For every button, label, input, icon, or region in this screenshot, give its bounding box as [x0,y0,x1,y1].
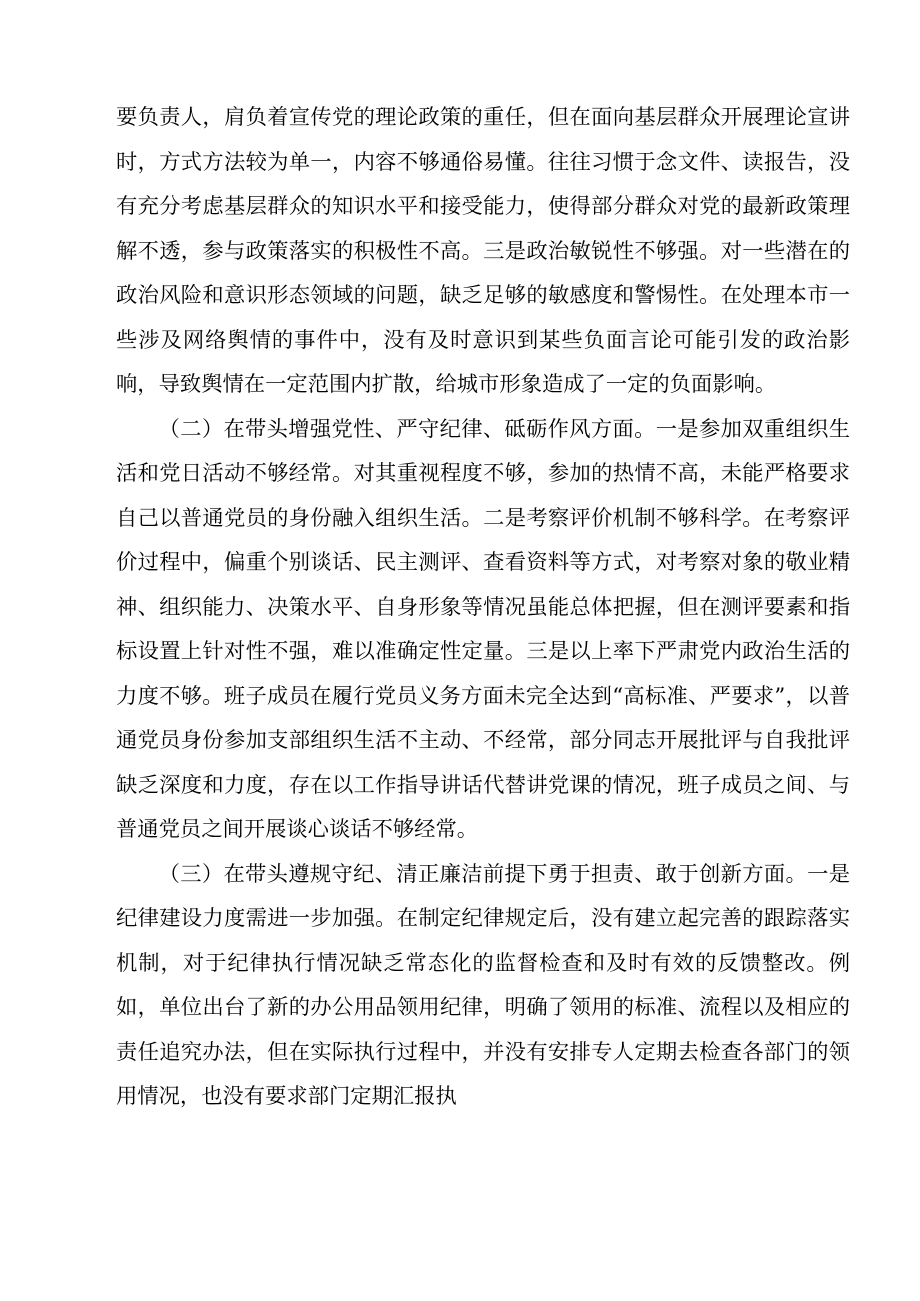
paragraph-section-two: （二）在带头增强党性、严守纪律、砥砺作风方面。一是参加双重组织生活和党日活动不够经常。对其重视程度不够，参加的热情不高，未能严格要求自己以普通党员的身份融入组织生活。二是考察评价机制不够科学。在考察评价过程中，偏重个别谈话、民主测评、查看资料等方式，对考察对象的敬业精神、组织能力、决策水平、自身形象等情况虽能总体把握，但在测评要素和指标设置上针对性不强，难以准确定性定量。三是以上率下严肃党内政治生活的力度不够。班子成员在履行党员义务方面未完全达到“高标准、严要求”，以普通党员身份参加支部组织生活不主动、不经常，部分同志开展批评与自我批评缺乏深度和力度，存在以工作指导讲话代替讲党课的情况，班子成员之间、与普通党员之间开展谈心谈话不够经常。 [116,416,850,842]
document-body [116,96,850,1120]
paragraph-section-three: （三）在带头遵规守纪、清正廉洁前提下勇于担责、敢于创新方面。一是纪律建设力度需进一步加强。在制定纪律规定后，没有建立起完善的跟踪落实机制，对于纪律执行情况缺乏常态化的监督检查和及时有效的反馈整改。例如，单位出台了新的办公用品领用纪律，明确了领用的标准、流程以及相应的责任追究办法，但在实际执行过程中，并没有安排专人定期去检查各部门的领用情况，也没有要求部门定期汇报执 [116,861,850,1109]
paragraph-continuation: 要负责人，肩负着宣传党的理论政策的重任，但在面向基层群众开展理论宣讲时，方式方法较为单一，内容不够通俗易懂。往往习惯于念文件、读报告，没有充分考虑基层群众的知识水平和接受能力，使得部分群众对党的最新政策理解不透，参与政策落实的积极性不高。三是政治敏锐性不够强。对一些潜在的政治风险和意识形态领域的问题，缺乏足够的敏感度和警惕性。在处理本市一些涉及网络舆情的事件中，没有及时意识到某些负面言论可能引发的政治影响，导致舆情在一定范围内扩散，给城市形象造成了一定的负面影响。 [116,105,850,397]
